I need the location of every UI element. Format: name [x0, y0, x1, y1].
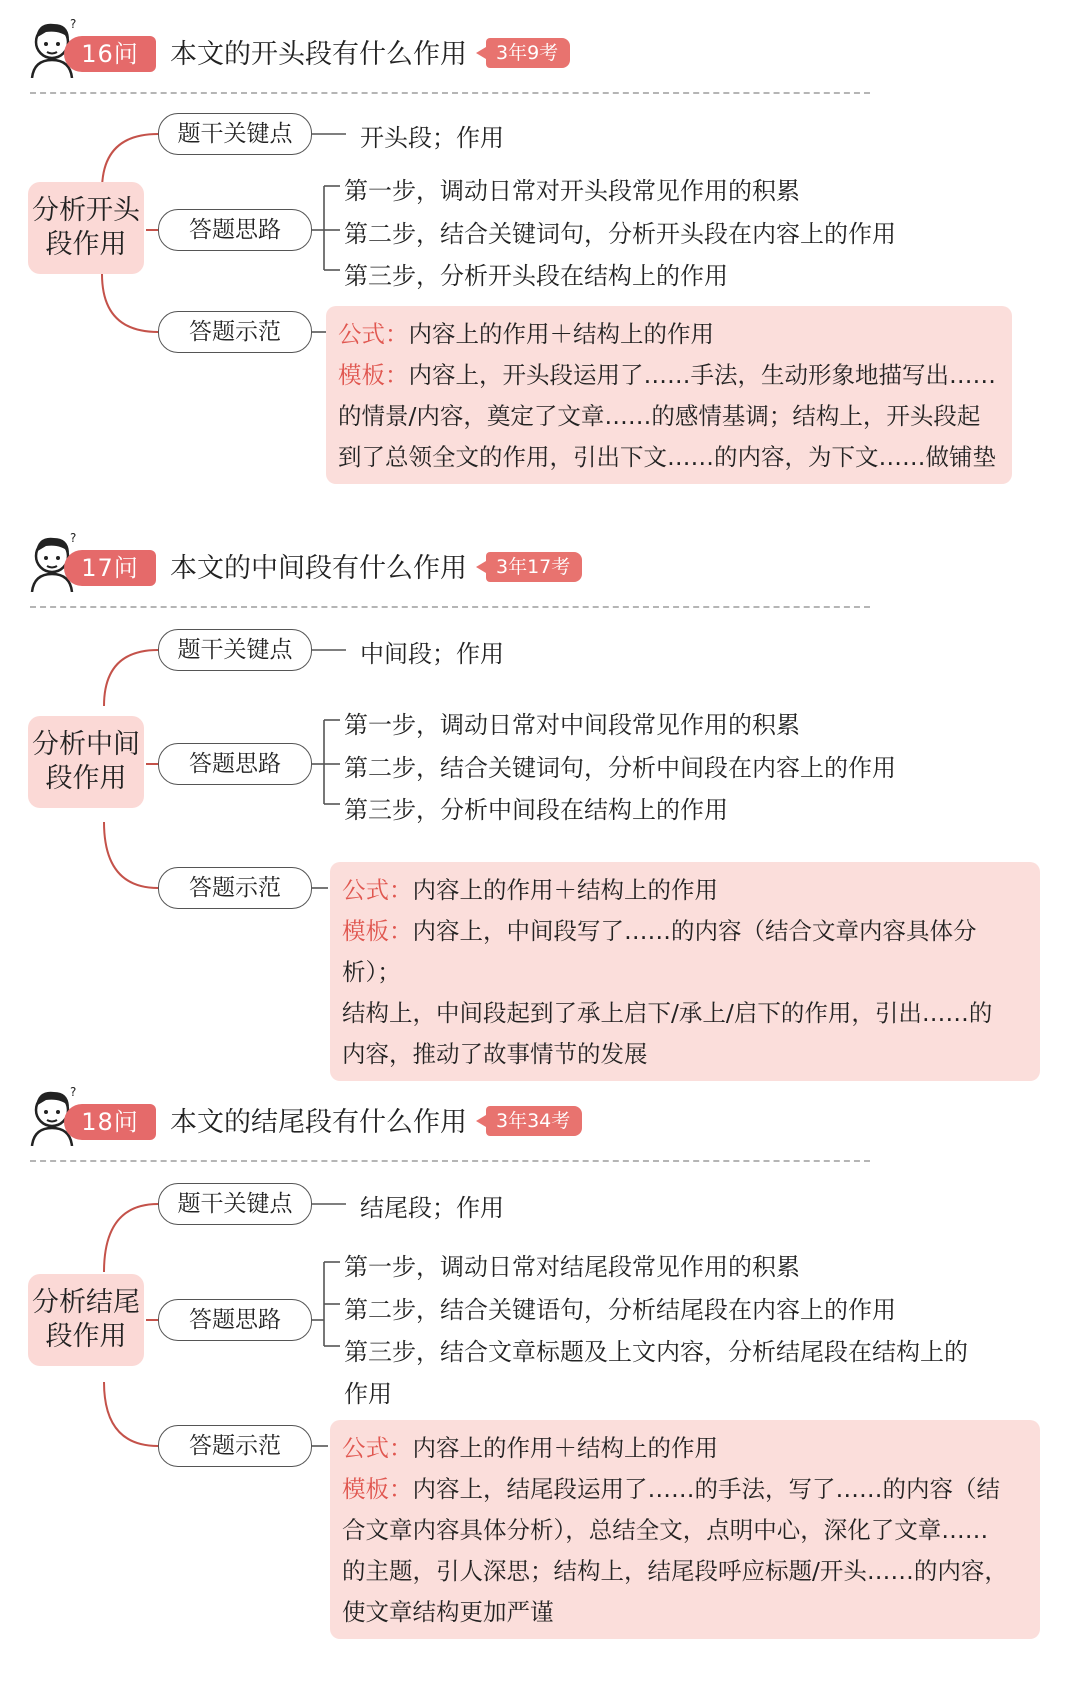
node-example: 答题示范: [158, 867, 312, 909]
svg-text:?: ?: [70, 1085, 77, 1099]
step-1: 第一步，调动日常对结尾段常见作用的积累: [344, 1253, 800, 1281]
keywords-text: 中间段；作用: [360, 640, 504, 668]
formula-line: 公式：内容上的作用＋结构上的作用: [342, 1434, 718, 1462]
node-thinking: 答题思路: [158, 743, 312, 785]
example-box: 公式：内容上的作用＋结构上的作用 模板：内容上，结尾段运用了……的手法，写了……的内容（结 合文章内容具体分析），总结全文，点明中心，深化了文章…… 的主题，引人深思；结构上，结尾段呼应标题/开头……的内容， 使文章结构更加严谨: [330, 1420, 1040, 1639]
keywords-text: 开头段；作用: [360, 124, 504, 152]
step-2: 第二步，结合关键语句，分析结尾段在内容上的作用: [344, 1296, 896, 1324]
formula-line: 公式：内容上的作用＋结构上的作用: [342, 876, 718, 904]
node-keywords: 题干关键点: [158, 113, 312, 155]
svg-text:?: ?: [70, 531, 77, 545]
template-line: 模板：内容上，结尾段运用了……的手法，写了……的内容（结: [342, 1475, 1000, 1503]
node-example: 答题示范: [158, 1425, 312, 1467]
step-3: 第三步，结合文章标题及上文内容，分析结尾段在结构上的: [344, 1338, 968, 1366]
frequency-badge: 3年17考: [486, 552, 582, 582]
section-q17: [0, 528, 1080, 1068]
step-3: 第三步，分析中间段在结构上的作用: [344, 796, 728, 824]
keywords-text: 结尾段；作用: [360, 1194, 504, 1222]
question-number-badge: 16问: [64, 36, 156, 72]
step-3-continued: 作用: [344, 1380, 392, 1408]
node-thinking: 答题思路: [158, 209, 312, 251]
section-q16: [0, 14, 1080, 494]
step-1: 第一步，调动日常对开头段常见作用的积累: [344, 177, 800, 205]
formula-line: 公式：内容上的作用＋结构上的作用: [338, 320, 714, 348]
example-box: 公式：内容上的作用＋结构上的作用 模板：内容上，中间段写了……的内容（结合文章内容具体分析）； 结构上，中间段起到了承上启下/承上/启下的作用，引出……的 内容，推动了故事情节的发展: [330, 862, 1040, 1081]
step-3: 第三步，分析开头段在结构上的作用: [344, 262, 728, 290]
question-number-badge: 18问: [64, 1104, 156, 1140]
question-title: 本文的中间段有什么作用: [170, 553, 467, 584]
frequency-badge: 3年34考: [486, 1106, 582, 1136]
node-keywords: 题干关键点: [158, 1183, 312, 1225]
frequency-badge: 3年9考: [486, 38, 570, 68]
template-line: 模板：内容上，中间段写了……的内容（结合文章内容具体分析）；: [342, 917, 977, 986]
mindmap-root: 分析开头 段作用: [28, 182, 144, 274]
node-keywords: 题干关键点: [158, 629, 312, 671]
question-number-badge: 17问: [64, 550, 156, 586]
template-line: 模板：内容上，开头段运用了……手法，生动形象地描写出……: [338, 361, 996, 389]
step-1: 第一步，调动日常对中间段常见作用的积累: [344, 711, 800, 739]
mindmap-root: 分析中间 段作用: [28, 716, 144, 808]
mindmap-root: 分析结尾 段作用: [28, 1274, 144, 1366]
question-title: 本文的开头段有什么作用: [170, 39, 467, 70]
step-2: 第二步，结合关键词句，分析中间段在内容上的作用: [344, 754, 896, 782]
node-thinking: 答题思路: [158, 1299, 312, 1341]
step-2: 第二步，结合关键词句，分析开头段在内容上的作用: [344, 220, 896, 248]
node-example: 答题示范: [158, 311, 312, 353]
svg-text:?: ?: [70, 17, 77, 31]
section-q18: [0, 1082, 1080, 1692]
question-title: 本文的结尾段有什么作用: [170, 1107, 467, 1138]
example-box: 公式：内容上的作用＋结构上的作用 模板：内容上，开头段运用了……手法，生动形象地描写出…… 的情景/内容，奠定了文章……的感情基调；结构上，开头段起 到了总领全文的作用，引出下文……的内容，为下文……做铺垫: [326, 306, 1012, 484]
